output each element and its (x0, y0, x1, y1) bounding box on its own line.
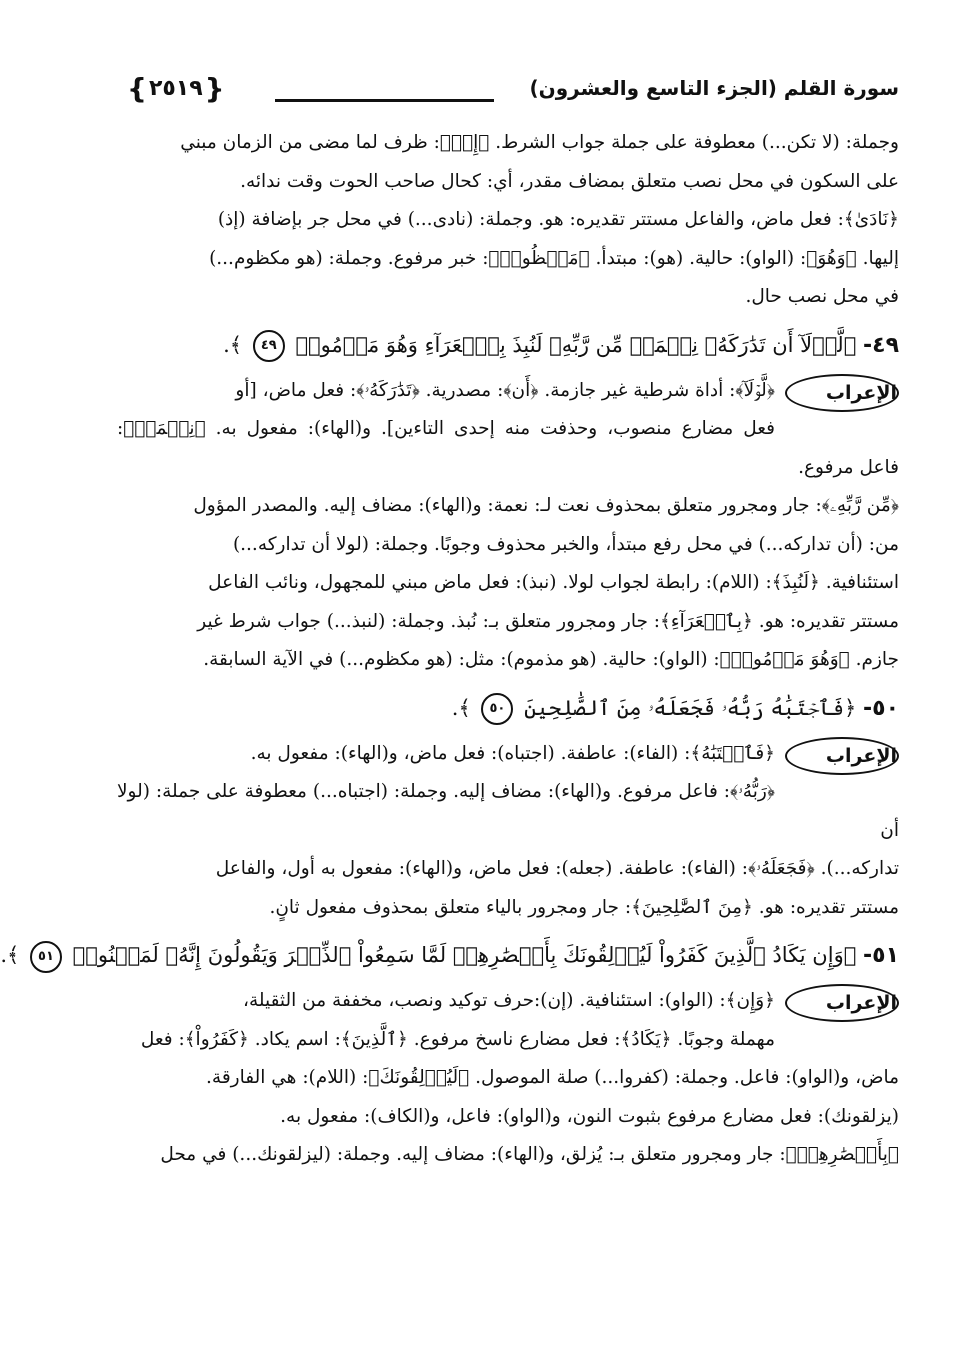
verse-50 (117, 688, 899, 729)
irab-label: الإعراب (785, 374, 899, 412)
text-line: ﴿نَادَىٰ﴾: فعل ماض، والفاعل مستتر تقديره: هو. وجملة: (نادى...) في محل جر بإضافة (إذ) (217, 209, 899, 230)
page-number-value: ٢٥١٩ (148, 75, 203, 101)
header-title: سورة القلم (الجزء التاسع والعشرون) (529, 76, 899, 100)
text-line: مهملة وجوبًا. ﴿يَكَادُ﴾: فعل مضارع ناسخ مرفوع. ﴿ٱلَّذِينَ﴾: اسم يكاد. ﴿كَفَرُواْ﴾: فعل (140, 1028, 775, 1050)
text-line: وجملة: (لا تكن...) معطوفة على جملة جواب الشرط. ﴿إِذۡ﴾: ظرف لما مضى من الزمان مبني (180, 132, 899, 153)
verse-51 (0, 935, 899, 976)
text-line: جازم. ﴿وَهُوَ مَذۡمُومٞ﴾: (الواو): حالية. (هو مذموم): مثل: (هو مكظوم...) في الآية السابقة. (203, 649, 899, 670)
running-header (117, 62, 899, 114)
page-number (117, 72, 235, 105)
page-number-brace-right: { (204, 71, 225, 105)
text-line: من: (أن تداركه...) في محل رفع مبتدأ، والخبر محذوف وجوبًا. وجملة: (لولا أن تداركه...) (232, 533, 899, 555)
verse-text: ﴿وَإِن يَكَادُ ٱلَّذِينَ كَفَرُواْ لَيُزۡلِقُونَكَ بِأَبۡصَٰرِهِمۡ لَمَّا سَمِعُواْ ٱلذِّكۡرَ وَيَقُولُونَ إِنَّهُۥ لَمَجۡنُونٞ (72, 943, 857, 967)
text-line: استئنافية. ﴿لَنُبِذَ﴾: (اللام): رابطة لجواب لولا. (نبذ): فعل ماض مبني للمجهول، ونائب الفاعل (208, 572, 899, 593)
text-line: مستتر تقديره: هو. ﴿بِٱلۡعَرَآءِ﴾: جار ومجرور متعلق بـ: نُبذ. وجملة: (لنبذ...) جواب شرط غير (197, 610, 899, 632)
irab-label: الإعراب (785, 984, 899, 1022)
verse-text: ﴿لَّوۡلَآ أَن تَدَٰرَكَهُۥ نِعۡمَةٞ مِّن رَّبِّهِۦ لَنُبِذَ بِٱلۡعَرَآءِ وَهُوَ مَذۡمُومٞ (295, 332, 857, 357)
irab-label: الإعراب (785, 737, 899, 775)
header-rule (275, 99, 494, 102)
text-line: ﴿رَبُّهُۥ﴾: فاعل مرفوع. و(الهاء): مضاف إليه. وجملة: (اجتباه...) معطوفة على جملة: (لولا أن (117, 781, 899, 841)
verse-number: ٥٠- (863, 695, 899, 721)
text-line: على السكون في محل نصب متعلق بمضاف مقدر، أي: كحال صاحب الحوت وقت ندائه. (240, 170, 899, 192)
text-line: تداركه...). ﴿فَجَعَلَهُۥ﴾: (الفاء): عاطفة. (جعله): فعل ماض، و(الهاء): مفعول به أول، والفاعل (215, 858, 899, 879)
text-line: فعل مضارع منصوب، وحذفت منه إحدى التاءين]. و(الهاء): مفعول به. ﴿نِعۡمَةٞ﴾: فاعل مرفوع. (117, 418, 899, 478)
text-line: ﴿وَإِن﴾: (الواو): استئنافية. (إن):حرف توكيد ونصب، مخففة من الثقيلة، (242, 990, 775, 1011)
verse-end-mark: ٥٠ (481, 693, 513, 725)
verse-close: ﴾. (451, 695, 471, 720)
verse-49 (117, 325, 899, 366)
text-line: ﴿لَّوۡلَآ﴾: أداة شرطية غير جازمة. ﴿أَن﴾: مصدرية. ﴿تَدَٰرَكَهُۥ﴾: فعل ماض، [أو (235, 379, 775, 401)
book-page (0, 62, 899, 1336)
verse-end-mark: ٤٩ (253, 330, 285, 362)
intro-paragraph (117, 124, 899, 317)
text-line: ﴿بِأَبۡصَٰرِهِمۡ﴾: جار ومجرور متعلق بـ: يُزلق، و(الهاء): مضاف إليه. وجملة: (ليزلقونك...) في محل (160, 1144, 899, 1165)
irab-paragraph-51 (117, 982, 899, 1175)
text-line: ماض، و(الواو): فاعل. وجملة: (كفروا...) صلة الموصول. ﴿لَيُزۡلِقُونَكَ﴾: (اللام): هي الفارقة. (206, 1067, 899, 1088)
text-line: في محل نصب حال. (745, 286, 899, 307)
text-line: ﴿فَٱجۡتَبَٰهُ﴾: (الفاء): عاطفة. (اجتباه): فعل ماض، و(الهاء): مفعول به. (250, 742, 775, 764)
irab-paragraph-49 (117, 372, 899, 680)
verse-close: ﴾. (223, 332, 243, 357)
verse-text: ﴿فَٱجۡتَبَٰهُ رَبُّهُۥ فَجَعَلَهُۥ مِنَ ٱلصَّٰلِحِينَ (524, 695, 857, 720)
verse-end-mark: ٥١ (30, 941, 62, 973)
text-line: (يزلقونك): فعل مضارع مرفوع بثبوت النون، و(الواو): فاعل، و(الكاف): مفعول به. (280, 1105, 899, 1127)
verse-number: ٤٩- (863, 332, 899, 358)
page-number-brace-left: } (127, 71, 147, 105)
text-line: إليها. ﴿وَهُوَ﴾: (الواو): حالية. (هو): مبتدأ. ﴿مَكۡظُومٞ﴾: خبر مرفوع. وجملة: (هو مكظوم...) (209, 247, 899, 269)
text-line: مستتر تقديره: هو. ﴿مِنَ ٱلصَّٰلِحِينَ﴾: جار ومجرور بالياء متعلق بمحذوف مفعول ثانٍ. (269, 896, 899, 918)
text-line: ﴿مِّن رَّبِّهِۦ﴾: جار ومجرور متعلق بمحذوف نعت لـ: نعمة: و(الهاء): مضاف إليه. والمصدر المؤول (193, 495, 899, 516)
irab-paragraph-50 (117, 735, 899, 928)
verse-close: ﴾. (0, 943, 20, 967)
verse-number: ٥١- (863, 943, 899, 968)
